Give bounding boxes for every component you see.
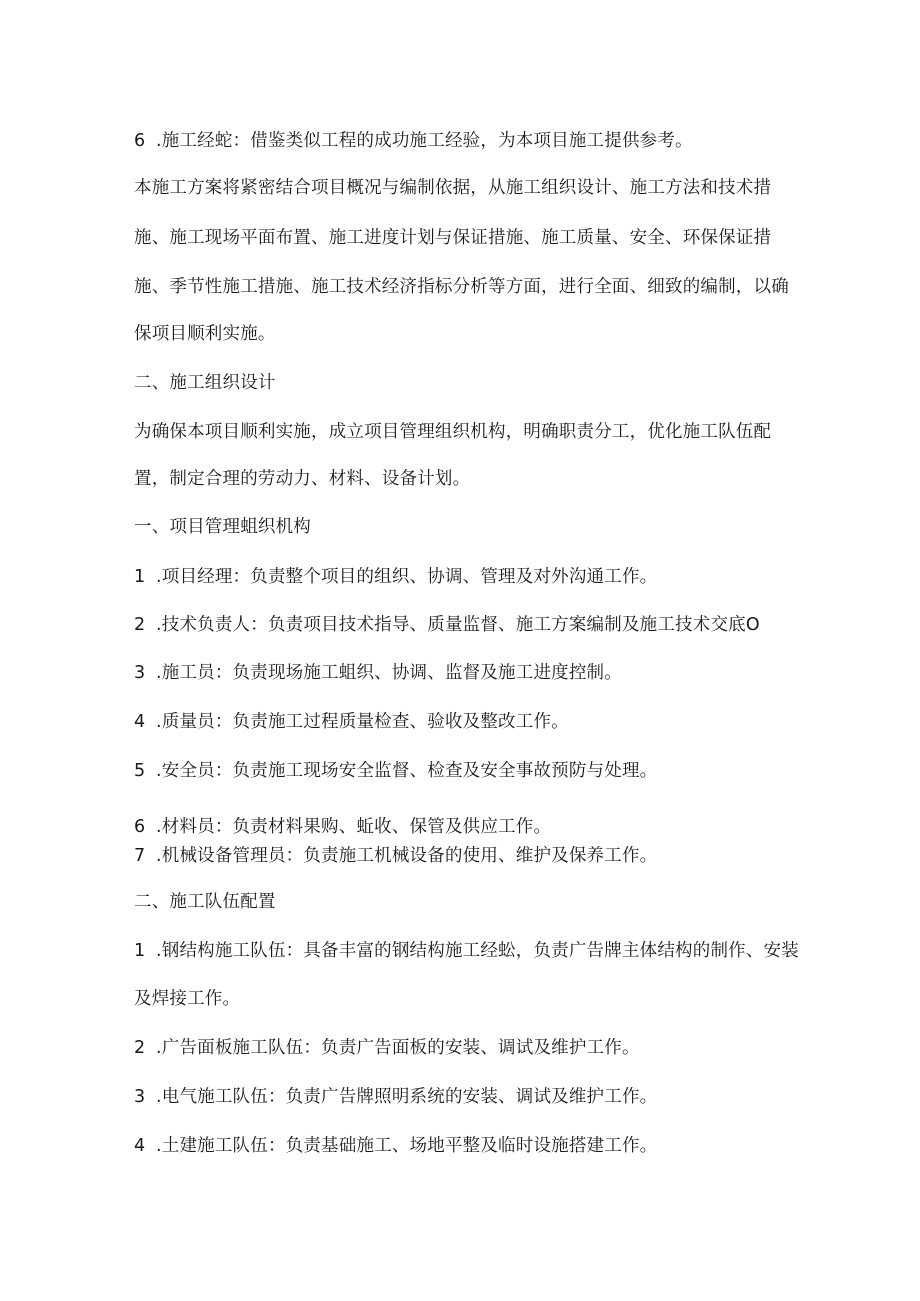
- list-item-text: .项目经理：负责整个项目的组织、协调、管理及对外沟通工作。: [156, 567, 658, 587]
- section-heading: [134, 372, 276, 394]
- list-item: [134, 662, 622, 684]
- list-item-text: .质量员：负责施工过程质量检查、验收及整改工作。: [156, 712, 569, 732]
- paragraph-line: [134, 276, 789, 298]
- item-number: 2: [134, 615, 146, 635]
- list-item: [134, 1135, 657, 1157]
- list-item: [134, 845, 657, 867]
- list-item-text: .技术负责人：负责项目技术指导、质量监督、施工方案编制及施工技术交底O: [156, 615, 760, 635]
- heading-text: 一、项目管理蛆织机构: [134, 517, 311, 537]
- list-item-text: .机械设备管理员：负责施工机械设备的使用、维护及保养工作。: [156, 846, 658, 866]
- list-item-text: .安全员：负责施工现场安全监督、检查及安全事故预防与处理。: [156, 761, 658, 781]
- paragraph-text: 保项目顺利实施。: [134, 324, 276, 344]
- list-item-text: .钢结构施工队伍：具备丰富的钢结构施工经蚣，负责广告牌主体结构的制作、安装: [156, 941, 799, 961]
- list-item: [134, 1037, 640, 1059]
- item-number: 6: [134, 817, 146, 837]
- list-item-text: .电气施工队伍：负责广告牌照明系统的安装、调试及维护工作。: [156, 1087, 658, 1107]
- heading-text: 二、施工队伍配置: [134, 892, 276, 912]
- list-item-text: 及焊接工作。: [134, 989, 241, 1009]
- list-item: [134, 760, 657, 782]
- item-number: 2: [134, 1038, 146, 1058]
- list-item-text: .广告面板施工队伍：负责广告面板的安装、调试及维护工作。: [156, 1038, 640, 1058]
- list-item: [134, 816, 551, 838]
- item-number: 4: [134, 712, 146, 732]
- paragraph-line: [134, 421, 771, 443]
- list-item: [134, 711, 569, 733]
- item-number: 4: [134, 1136, 146, 1156]
- list-item: [134, 566, 657, 588]
- list-item-continuation: [134, 988, 240, 1010]
- paragraph-text: 施、季节性施工措施、施工技术经济指标分析等方面，进行全面、细致的编制，以确: [134, 277, 789, 297]
- heading-text: 二、施工组织设计: [134, 373, 276, 393]
- subsection-heading: [134, 891, 276, 913]
- item-number: 1: [134, 567, 146, 587]
- paragraph-text: 本施工方案将紧密结合项目概况与编制依据，从施工组织设计、施工方法和技术措: [134, 178, 772, 198]
- paragraph-text: .施工经蛇：借鉴类似工程的成功施工经验，为本项目施工提供参考。: [156, 131, 693, 151]
- paragraph-text: 施、施工现场平面布置、施工进度计划与保证措施、施工质量、安全、环保保证措: [134, 228, 772, 248]
- item-number: 6: [134, 131, 146, 151]
- item-number: 5: [134, 761, 146, 781]
- subsection-heading: [134, 516, 311, 538]
- list-item-text: .施工员：负责现场施工蛆织、协调、监督及施工进度控制。: [156, 663, 622, 683]
- paragraph-text: 置，制定合理的劳动力、材料、设备计划。: [134, 469, 471, 489]
- item-number: 1: [134, 941, 146, 961]
- item-number: 3: [134, 1087, 146, 1107]
- item-number: 7: [134, 846, 146, 866]
- paragraph-line: [134, 468, 470, 490]
- list-item: [134, 1086, 657, 1108]
- list-item-text: .土建施工队伍：负责基础施工、场地平整及临时设施搭建工作。: [156, 1136, 658, 1156]
- paragraph-text: 为确保本项目顺利实施，成立项目管理组织机构，明确职责分工，优化施工队伍配: [134, 422, 772, 442]
- paragraph-line: [134, 227, 771, 249]
- item-number: 3: [134, 663, 146, 683]
- paragraph-item-6-experience: [134, 130, 693, 152]
- paragraph-line: [134, 177, 771, 199]
- paragraph-line: [134, 323, 276, 345]
- list-item-text: .材料员：负责材料果购、蚯收、保管及供应工作。: [156, 817, 552, 837]
- list-item: [134, 940, 799, 962]
- list-item: [134, 614, 760, 636]
